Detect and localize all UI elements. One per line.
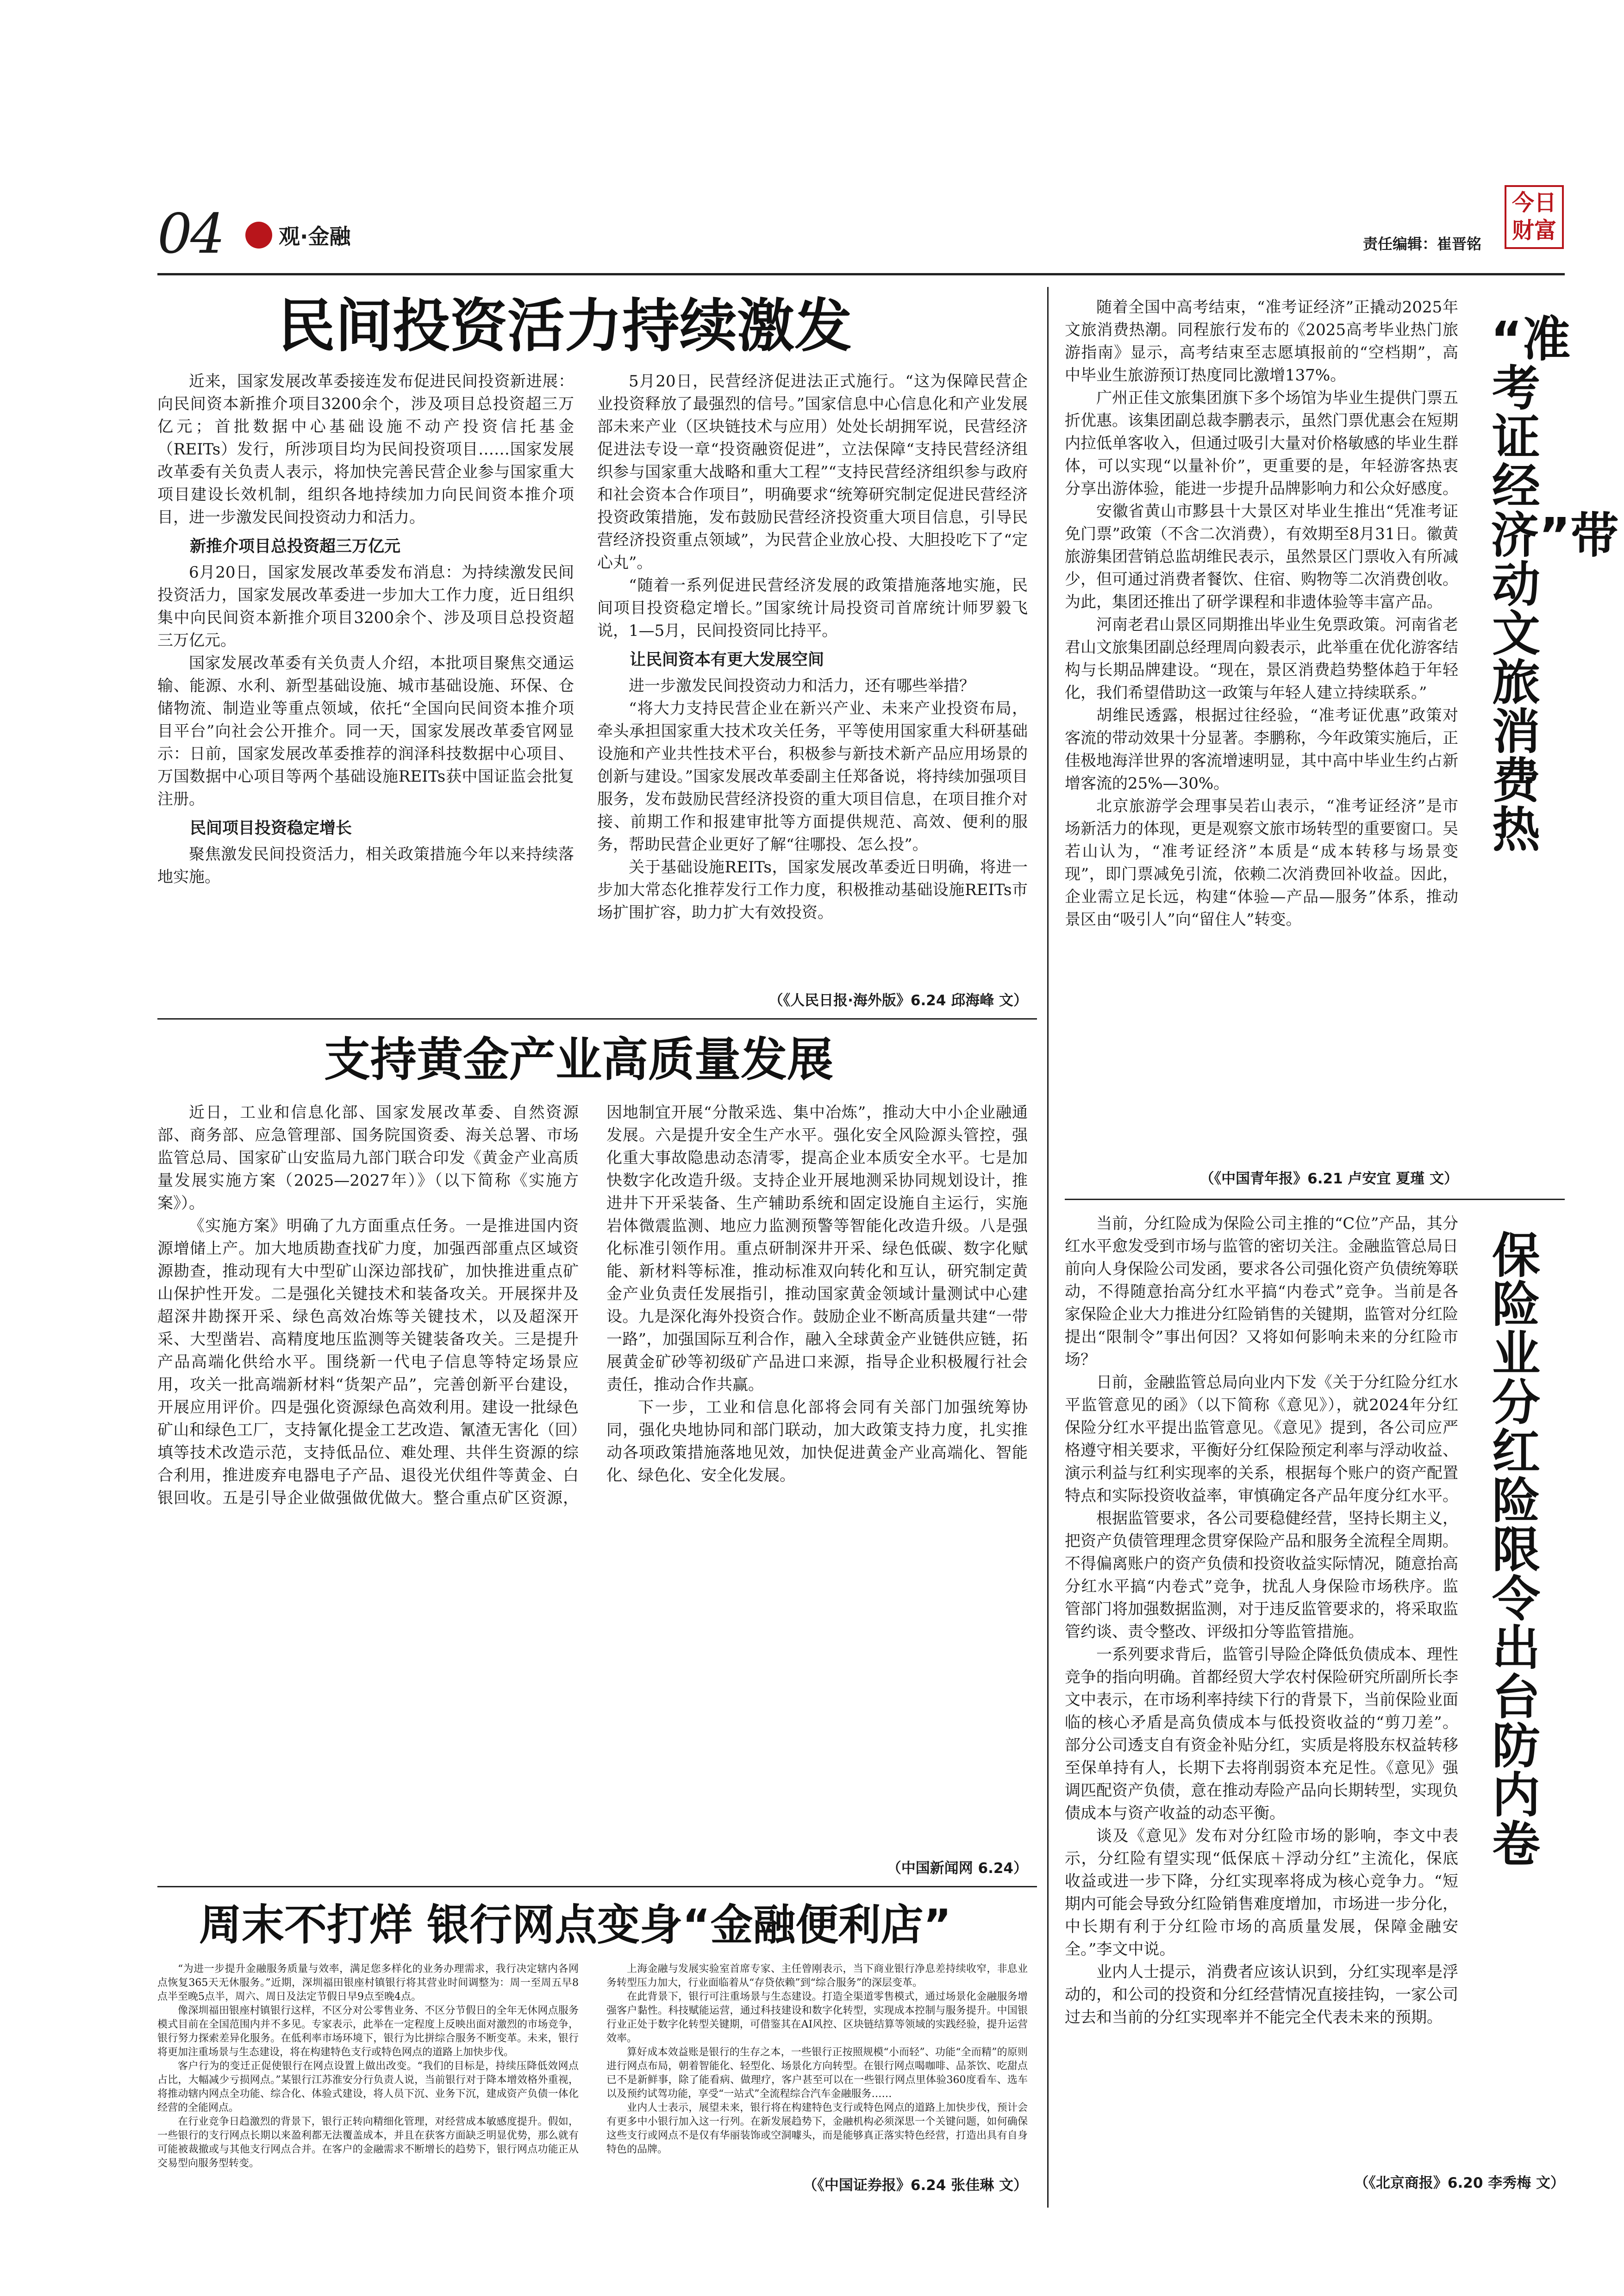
paragraph: “随着一系列促进民营经济发展的政策措施落地实施，民间项目投资稳定增长。”国家统计局投资司首席统计师罗毅飞说，1—5月，民间投资同比持平。 <box>597 576 1028 640</box>
article-3-body <box>157 1101 1028 1851</box>
paragraph: 当前，分红险成为保险公司主推的“C位”产品，其分红水平愈发受到市场与监管的密切关注。金融监管总局日前向人身保险公司发函，要求各公司强化资产负债统筹联动，不得随意抬高分红水平搞“内卷式”竞争。当前是各家保险企业大力推进分红险销售的关键期，监管对分红险提出“限制令”事出何因？又将如何影响未来的分红险市场？ <box>1065 1214 1458 1369</box>
paragraph: 安徽省黄山市黟县十大景区对毕业生推出“凭准考证免门票”政策（不含二次消费），有效期至8月31日。徽黄旅游集团营销总监胡维民表示，虽然景区门票收入有所减少，但可通过消费者餐饮、住宿、购物等二次消费创收。为此，集团还推出了研学课程和非遗体验等丰富产品。 <box>1065 502 1458 611</box>
paragraph: 在此背景下，银行可注重场景与生态建设。打造全渠道零售模式，通过场景化金融服务增强客户黏性。科技赋能运营，通过科技建设和数字化转型，实现成本控制与服务提升。中国银行业正处于数字化转型关键期，可借鉴其在AI风控、区块链结算等领域的实践经验，提升运营效率。 <box>606 1991 1028 2044</box>
page-number: 04 <box>157 202 224 266</box>
article-5-body <box>157 1962 1028 2171</box>
paragraph: “将大力支持民营企业在新兴产业、未来产业投资布局，牵头承担国家重大技术攻关任务，平等使用国家重大科研基础设施和产业共性技术平台，积极参与新技术新产品应用场景的创新与建设。”国家发展改革委副主任郑备说，将持续加强项目服务，发布鼓励民营经济投资的重大项目信息，在项目推介对接、前期工作和报建审批等方面提供规范、高效、便利的服务，帮助民营企业更好了解“往哪投、怎么投”。 <box>597 699 1028 854</box>
subheading: 民间项目投资稳定增长 <box>190 819 352 838</box>
paragraph: 下一步，工业和信息化部将会同有关部门加强统筹协同，强化央地协同和部门联动，加大政策支持力度，扎实推动各项政策措施落地见效，加快促进黄金产业高端化、智能化、绿色化、安全化发展。 <box>606 1398 1028 1485</box>
paragraph: 在行业竞争日趋激烈的背景下，银行正转向精细化管理，对经营成本敏感度提升。假如，一些银行的支行网点长期以来盈利都无法覆盖成本，并且在获客方面缺乏明显优势，那么就有可能被裁撤或与其他支行网点合并。在客户的金融需求不断增长的趋势下，银行网点功能正从交易型向服务型转变。 <box>157 2116 579 2169</box>
article-5-headline: 周末不打烊 银行网点变身“金融便利店” <box>199 1900 951 1950</box>
paragraph: 河南老君山景区同期推出毕业生免票政策。河南省老君山文旅集团副总经理周向毅表示，此举重在优化游客结构与长期品牌建设。“现在，景区消费趋势整体趋于年轻化，我们希望借助这一政策与年轻人建立持续联系。” <box>1065 616 1458 702</box>
paragraph: 像深圳福田银座村镇银行这样，不区分对公零售业务、不区分节假日的全年无休网点服务模式目前在全国范围内并不多见。专家表示，此举在一定程度上反映出面对激烈的市场竞争，银行努力探索差异化服务。在低利率市场环境下，银行为比拼综合服务不断变革。未来，银行将更加注重场景与生态建设，将在构建特色支行或特色网点的道路上加快步伐。 <box>157 2005 579 2058</box>
paragraph: 业内人士提示，消费者应该认识到，分红实现率是浮动的，和公司的投资和分红经营情况直接挂钩，一家公司过去和当前的分红实现率并不能完全代表未来的预期。 <box>1065 1963 1458 2027</box>
paragraph: 算好成本效益账是银行的生存之本，一些银行正按照规模“小而轻”、功能“全而精”的原则进行网点布局，朝着智能化、轻型化、场景化方向转型。在银行网点喝咖啡、品茶饮、吃甜点已不是新鲜事，除了能看病、做理疗，客户甚至可以在一些银行网点里体验360度看车、选车以及预约试驾功能，享受“一站式”全流程综合汽车金融服务…… <box>606 2047 1028 2100</box>
article-1-col-1 <box>157 370 574 995</box>
article-2-source: （《中国青年报》6.21 卢安宜 夏瑾 文） <box>1199 1170 1458 1187</box>
article-1-source: （《人民日报·海外版》6.24 邱海峰 文） <box>768 992 1028 1009</box>
paragraph: 一系列要求背后，监管引导险企降低负债成本、理性竞争的指向明确。首都经贸大学农村保险研究所副所长李文中表示，在市场利率持续下行的背景下，当前保险业面临的核心矛盾是高负债成本与低投资收益的“剪刀差”。部分公司透支自有资金补贴分红，实质是将股东权益转移至保单持有人，长期下去将削弱资本充足性。《意见》强调匹配资产负债，意在推动寿险产品向长期转型，实现负债成本与资产收益的动态平衡。 <box>1065 1645 1458 1823</box>
section-name: 观·金融 <box>279 224 351 249</box>
paragraph: 国家发展改革委有关负责人介绍，本批项目聚焦交通运输、能源、水利、新型基础设施、城市基础设施、环保、仓储物流、制造业等重点领域，依托“全国向民间资本推介项目平台”向社会公开推介。同一天，国家发展改革委官网显示：日前，国家发展改革委推荐的润泽科技数据中心项目、万国数据中心项目等两个基础设施REITs获中国证监会批复注册。 <box>157 654 574 809</box>
paragraph: 6月20日，国家发展改革委发布消息：为持续激发民间投资活力，国家发展改革委进一步加大工作力度，近日组织集中向民间资本新推介项目3200余个、涉及项目总投资超三万亿元。 <box>157 563 574 650</box>
divider <box>157 1886 1037 1887</box>
article-2-body <box>1065 296 1458 1162</box>
paragraph: 谈及《意见》发布对分红险市场的影响，李文中表示，分红险有望实现“低保底＋浮动分红”主流化，保底收益或进一步下降，分红实现率将成为核心竞争力。“短期内可能会导致分红险销售难度增加，市场进一步分化，中长期有利于分红险市场的高质量发展，保障金融安全。”李文中说。 <box>1065 1827 1458 1959</box>
paragraph: 广州正佳文旅集团旗下多个场馆为毕业生提供门票五折优惠。该集团副总裁李鹏表示，虽然门票优惠会在短期内拉低单客收入，但通过吸引大量对价格敏感的毕业生群体，可以实现“以量补价”，更重要的是，年轻游客热衷分享出游体验，能进一步提升品牌影响力和公众好感度。 <box>1065 389 1458 498</box>
paragraph: 根据监管要求，各公司要稳健经营，坚持长期主义，把资产负债管理理念贯穿保险产品和服务全流程全周期。不得偏离账户的资产负债和投资收益实际情况，随意抬高分红水平搞“内卷式”竞争，扰乱人身保险市场秩序。监管部门将加强数据监测，对于违反监管要求的，将采取监管约谈、责令整改、评级扣分等监管措施。 <box>1065 1509 1458 1641</box>
divider <box>157 1018 1037 1020</box>
article-2-headline: “准考证经济”带动文旅消费热 <box>1491 311 1619 858</box>
brand-logo-text: 今日财富 <box>1512 190 1556 243</box>
paragraph: 上海金融与发展实验室首席专家、主任曾刚表示，当下商业银行净息差持续收窄，非息业务转型压力加大，行业面临着从“存贷依赖”到“综合服务”的深层变革。 <box>606 1963 1028 1989</box>
paragraph: 5月20日，民营经济促进法正式施行。“这为保障民营企业投资释放了最强烈的信号。”国家信息中心信息化和产业发展部未来产业（区块链技术与应用）处处长胡拥军说，民营经济促进法专设一章“投资融资促进”，立法保障“支持民营经济组织参与国家重大战略和重大工程”“支持民营经济组织参与政府和社会资本合作项目”，明确要求“统筹研究制定促进民营经济投资政策措施，发布鼓励民营经济投资重大项目信息，引导民营经济投资重点领域”，为民营企业放心投、大胆投吃下了“定心丸”。 <box>597 372 1028 572</box>
paragraph: 北京旅游学会理事吴若山表示，“准考证经济”是市场新活力的体现，更是观察文旅市场转型的重要窗口。吴若山认为，“准考证经济”本质是“成本转移与场景变现”，即门票减免引流，依赖二次消费回补收益。因此，企业需立足长远，构建“体验—产品—服务”体系，推动景区由“吸引人”向“留住人”转变。 <box>1065 797 1458 929</box>
article-4-headline: 保险业分红险限令出台防内卷 <box>1492 1227 1540 1873</box>
subheading: 新推介项目总投资超三万亿元 <box>190 537 401 556</box>
section-logo-icon <box>245 222 272 249</box>
subheading: 让民间资本有更大发展空间 <box>630 651 824 669</box>
paragraph: 《实施方案》明确了九方面重点任务。一是推进国内资源增储上产。加大地质勘查找矿力度，加强西部重点区域资源勘查，推动现有大中型矿山深边部找矿，加快推进重点矿山保护性开发。二是强化关键技术和装备攻关。开展探井及超深井勘探开采、绿色高效冶炼等关键技术，以及超深开采、大型凿岩、高精度地压监测等关键装备攻关。三是提升产品高端化供给水平。围绕新一代电子信息等特定场景应用，攻关一批高端新材料“货架产品”，完善创新平台建设，开展应用评价。四是强化资源绿色高效利用。建设一批绿色矿山和绿色工厂，支持氰化提金工艺改造、氰渣无害化（回）填等技术改造示范，支持低品位、难处理、共伴生资源的综合利用，推进废弃电器电子产品、退役光伏组件等黄金、白银回收。五是引导企业做强做优做大。整合重点矿区资源，因地制宜开展“分散采选、集中冶炼”，推动大中小企业融通发展。六是提升安全生产水平。强化安全风险源头管控，强化重大事故隐患动态清零，提高企业本质安全水平。七是加快数字化改造升级。支持企业开展地测采协同规划设计，推进井下开采装备、生产辅助系统和固定设施自主运行，实施岩体微震监测、地应力监测预警等智能化改造升级。八是强化标准引领作用。重点研制深井开采、绿色低碳、数字化赋能、新材料等标准，推动标准双向转化和互认，研究制定黄金产业负责任发展指引，推动国家黄金领域计量测试中心建设。九是深化海外投资合作。鼓励企业不断高质量共建“一带一路”，加强国际互利合作，融入全球黄金产业链供应链，拓展黄金矿砂等初级矿产品进口来源，指导企业积极履行社会责任，推动合作共赢。 <box>157 1103 1028 1507</box>
article-5-source: （《中国证券报》6.24 张佳琳 文） <box>803 2177 1028 2194</box>
paragraph: 客户行为的变迁正促使银行在网点设置上做出改变。“我们的目标是，持续压降低效网点占比，大幅减少亏损网点。”某银行江苏淮安分行负责人说，当前银行对于降本增效格外重视，将推动辖内网点全功能、综合化、体验式建设，将人员下沉、业务下沉，建成资产负债一体化经营的全能网点。 <box>157 2060 579 2114</box>
article-1-headline: 民间投资活力持续激发 <box>278 293 852 360</box>
article-1-col-2 <box>597 370 1028 986</box>
paragraph: 胡维民透露，根据过往经验，“准考证优惠”政策对客流的带动效果十分显著。李鹏称，今年政策实施后，正佳极地海洋世界的客流增速明显，其中高中毕业生约占新增客流的25%—30%。 <box>1065 706 1458 793</box>
article-3-headline: 支持黄金产业高质量发展 <box>324 1033 833 1087</box>
paragraph: 近日，工业和信息化部、国家发展改革委、自然资源部、商务部、应急管理部、国务院国资委、海关总署、市场监管总局、国家矿山安监局九部门联合印发《黄金产业高质量发展实施方案（2025—2027年）》（以下简称《实施方案》）。 <box>157 1103 579 1213</box>
paragraph: 进一步激发民间投资动力和活力，还有哪些举措？ <box>629 677 975 695</box>
paragraph: “为进一步提升金融服务质量与效率，满足您多样化的业务办理需求，我行决定辖内各网点恢复365天无休服务。”近期，深圳福田银座村镇银行将其营业时间调整为：周一至周五早8点半至晚5点半，周六、周日及法定节假日早9点至晚4点。 <box>157 1963 579 2003</box>
paragraph: 聚焦激发民间投资活力，相关政策措施今年以来持续落地实施。 <box>157 845 574 886</box>
article-3-source: （中国新闻网 6.24） <box>887 1860 1028 1877</box>
brand-logo <box>1505 185 1564 249</box>
article-4-body <box>1065 1213 1458 2166</box>
divider <box>1065 1199 1565 1200</box>
vertical-divider <box>1047 287 1049 2208</box>
page-header <box>157 201 1481 275</box>
paragraph: 日前，金融监管总局向业内下发《关于分红险分红水平监管意见的函》（以下简称《意见》），就2024年分红保险分红水平提出监管意见。《意见》提到，各公司应严格遵守相关要求，平衡好分红保险预定利率与浮动收益、演示利益与红利实现率的关系，根据每个账户的资产配置特点和实际投资收益率，审慎确定各产品年度分红水平。 <box>1065 1373 1458 1505</box>
editor-line: 责任编辑：崔晋铭 <box>1362 235 1481 253</box>
header-rule <box>157 273 1565 275</box>
paragraph: 近来，国家发展改革委接连发布促进民间投资新进展：向民间资本新推介项目3200余个，涉及项目总投资超三万亿元；首批数据中心基础设施不动产投资信托基金（REITs）发行，所涉项目均为民间投资项目……国家发展改革委有关负责人表示，将加快完善民营企业参与国家重大项目建设长效机制，组织各地持续加力向民间资本推介项目，进一步激发民间投资动力和活力。 <box>157 372 574 527</box>
paragraph: 随着全国中高考结束，“准考证经济”正撬动2025年文旅消费热潮。同程旅行发布的《2025高考毕业热门旅游指南》显示，高考结束至志愿填报前的“空档期”，高中毕业生旅游预订热度同比激增137%。 <box>1065 298 1458 385</box>
article-4-source: （《北京商报》6.20 李秀梅 文） <box>1354 2175 1565 2191</box>
paragraph: 业内人士表示，展望未来，银行将在构建特色支行或特色网点的道路上加快步伐，预计会有更多中小银行加入这一行列。在新发展趋势下，金融机构必须深思一个关键问题，如何确保这些支行或网点不是仅有华丽装饰或空洞噱头，而是能够真正落实特色经营，打造出具有自身特色的品牌。 <box>606 2102 1028 2155</box>
paragraph: 关于基础设施REITs，国家发展改革委近日明确，将进一步加大常态化推荐发行工作力度，积极推动基础设施REITs市场扩围扩容，助力扩大有效投资。 <box>597 858 1028 922</box>
